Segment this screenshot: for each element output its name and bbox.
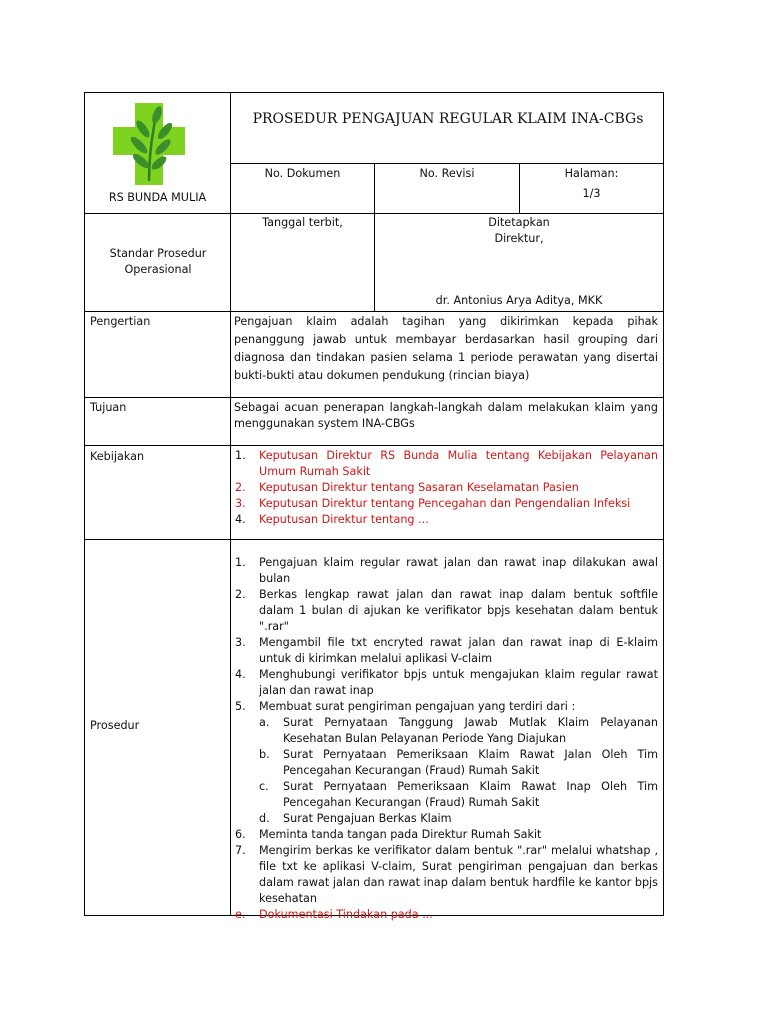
list-item: 1. Pengajuan klaim regular rawat jalan dan rawat inap dilakukan awal bulan xyxy=(235,556,658,585)
doc-number-label: No. Dokumen xyxy=(264,167,341,180)
director-name: dr. Antonius Arya Aditya, MKK xyxy=(435,294,603,307)
pengertian-label: Pengertian xyxy=(90,315,151,328)
page-title: PROSEDUR PENGAJUAN REGULAR KLAIM INA-CBGs xyxy=(252,111,644,127)
kebijakan-label: Kebijakan xyxy=(90,450,145,463)
pengertian-text: Pengajuan klaim adalah tagihan yang dikirimkan kepada pihak penanggung jawab untuk membayar berdasarkan hasil grouping dari diagnosa dan tindakan pasien selama 1 periode perawatan yang disertai bukti-bukti atau dokumen pendukung (rincian biaya) xyxy=(234,315,658,382)
tujuan-label: Tujuan xyxy=(90,401,127,414)
prosedur-label: Prosedur xyxy=(90,719,140,732)
divider xyxy=(85,539,663,540)
page-label: Halaman: xyxy=(564,167,619,180)
sop-label: Standar Prosedur Operasional xyxy=(109,247,207,276)
sub-list-item: c. Surat Pernyataan Pemeriksaan Klaim Rawat Inap Oleh Tim Pencegahan Kecurangan (Fraud) Rumah Sakit xyxy=(259,780,658,809)
list-item: 1. Keputusan Direktur RS Bunda Mulia tentang Kebijakan Pelayanan Umum Rumah Sakit xyxy=(235,449,658,478)
list-item: 2. Berkas lengkap rawat jalan dan rawat inap dalam bentuk softfile dalam 1 bulan di ajukan ke verifikator bpjs kesehatan dalam bentuk ".rar" xyxy=(235,588,658,633)
approved-label: Ditetapkan xyxy=(488,216,550,229)
sub-list-item: d. Surat Pengajuan Berkas Klaim xyxy=(259,812,452,825)
tujuan-text: Sebagai acuan penerapan langkah-langkah dalam melakukan klaim yang menggunakan system INA-CBGs xyxy=(234,401,658,430)
list-item: 5. Membuat surat pengiriman pengajuan yang terdiri dari : a. Surat Pernyataan Tanggung Jawab Mutlak Klaim Pelayanan Kesehatan Bulan Pelayanan Periode Yang Diajukan b. Surat Pernyataan Pemeriksaan Klaim Rawat Jalan Oleh Tim Pencegahan Kecurangan (Fraud) Rumah Sakit c. Surat Pernyataan Pemeriksaan Klaim Rawat Inap Oleh Tim Pencegahan Kecurangan (Fraud) Rumah Sakit d. Surat Pengajuan Berkas Klaim xyxy=(235,700,658,825)
green-cross-leaf-icon xyxy=(111,101,187,187)
hospital-logo xyxy=(111,101,187,187)
list-item: 7. Mengirim berkas ke verifikator dalam bentuk ".rar" melalui whatshap , file txt ke aplikasi V-claim, Surat pengiriman pengajuan dan berkas dalam rawat jalan dan rawat inap dalam bentuk hardfile ke kantor bpjs kesehatan xyxy=(235,844,658,905)
divider xyxy=(85,311,663,312)
director-label: Direktur, xyxy=(494,232,544,245)
page-value: 1/3 xyxy=(582,187,601,200)
revision-label: No. Revisi xyxy=(419,167,475,180)
sub-list-item: b. Surat Pernyataan Pemeriksaan Klaim Rawat Jalan Oleh Tim Pencegahan Kecurangan (Fraud) Rumah Sakit xyxy=(259,748,658,777)
issue-date-label: Tanggal terbit, xyxy=(262,216,343,229)
list-item: 3. Mengambil file txt encryted rawat jalan dan rawat inap di E-klaim untuk di kirimkan melalui aplikasi V-claim xyxy=(235,636,658,665)
list-item: 3. Keputusan Direktur tentang Pencegahan dan Pengendalian Infeksi xyxy=(235,497,631,510)
sub-list-item: a. Surat Pernyataan Tanggung Jawab Mutlak Klaim Pelayanan Kesehatan Bulan Pelayanan Periode Yang Diajukan xyxy=(259,716,658,745)
list-item: 2. Keputusan Direktur tentang Sasaran Keselamatan Pasien xyxy=(235,481,579,494)
divider xyxy=(85,445,663,446)
list-item: 4. Keputusan Direktur tentang ... xyxy=(235,513,429,526)
list-item: 4. Menghubungi verifikator bpjs untuk mengajukan klaim regular rawat jalan dan rawat inap xyxy=(235,668,658,697)
list-item: 6. Meminta tanda tangan pada Direktur Rumah Sakit xyxy=(235,828,542,841)
org-name: RS BUNDA MULIA xyxy=(108,191,207,204)
kebijakan-list xyxy=(234,448,658,528)
sop-document xyxy=(84,92,664,921)
list-item: e. Dokumentasi Tindakan pada ... xyxy=(235,908,433,921)
prosedur-list xyxy=(234,555,658,923)
divider xyxy=(231,163,663,164)
divider xyxy=(85,397,663,398)
